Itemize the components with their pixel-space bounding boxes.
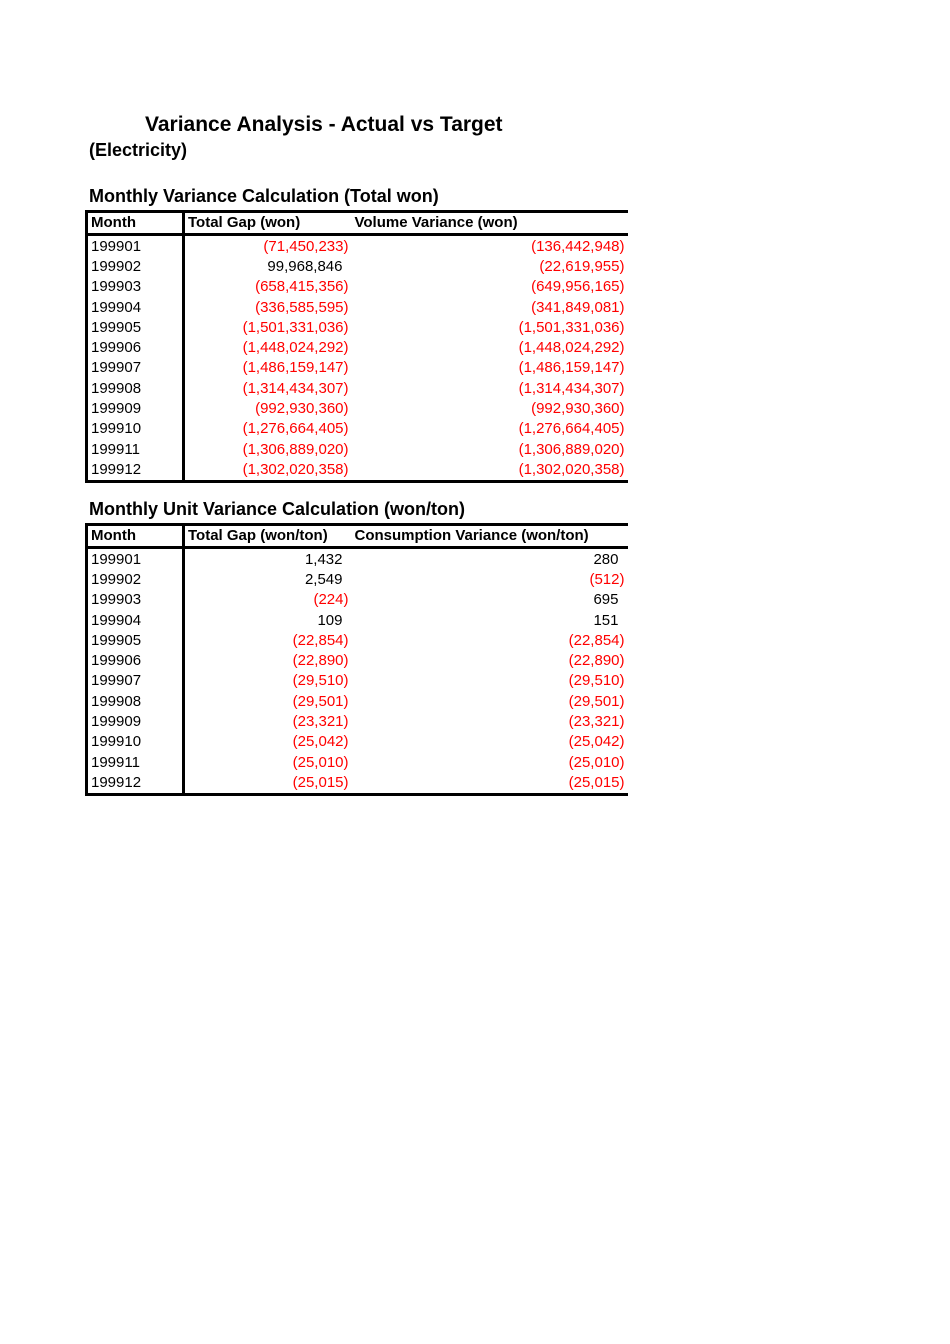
table-row — [87, 419, 628, 439]
total-gap-cell: (1,306,889,020) — [242, 440, 349, 458]
volume-variance-cell: (341,849,081) — [531, 298, 625, 316]
total-gap-cell: 99,968,846 — [267, 257, 343, 275]
total-gap-cell: (29,501) — [292, 692, 349, 710]
volume-variance-cell: (22,619,955) — [539, 257, 625, 275]
month-cell: 199905 — [87, 630, 184, 650]
table-header-row — [87, 212, 628, 235]
total-gap-cell: (25,042) — [292, 733, 349, 751]
consumption-variance-cell: (22,854) — [568, 631, 625, 649]
volume-variance-cell: (1,302,020,358) — [352, 459, 628, 481]
column-header-total-gap: Total Gap (won) — [184, 212, 352, 235]
month-cell: 199907 — [87, 358, 184, 378]
month-cell: 199905 — [87, 317, 184, 337]
variance-table-total — [85, 210, 628, 483]
table-row — [87, 590, 628, 610]
consumption-variance-cell: (23,321) — [568, 713, 625, 731]
table-row — [87, 691, 628, 711]
month-cell: 199901 — [87, 235, 184, 257]
total-gap-cell: (22,890) — [292, 652, 349, 670]
total-gap-cell: (224) — [313, 591, 349, 609]
total-gap-cell: (992,930,360) — [255, 400, 349, 418]
table-row — [87, 650, 628, 670]
consumption-variance-cell: (29,501) — [568, 692, 625, 710]
month-cell: 199910 — [87, 732, 184, 752]
table-header-row — [87, 525, 628, 548]
total-gap-cell: (1,486,159,147) — [242, 359, 349, 377]
total-gap-cell: 1,432 — [304, 550, 343, 568]
variance-table-unit — [85, 523, 628, 796]
consumption-variance-cell: (22,890) — [568, 652, 625, 670]
section-title-unit: Monthly Unit Variance Calculation (won/ton) — [89, 499, 466, 519]
consumption-variance-cell: 695 — [593, 591, 619, 609]
total-gap-cell: (25,010) — [292, 753, 349, 771]
table-row — [87, 548, 628, 570]
volume-variance-cell: (1,306,889,020) — [518, 440, 625, 458]
total-gap-cell: (1,314,434,307) — [242, 379, 349, 397]
total-gap-cell: 109 — [317, 611, 343, 629]
total-gap-cell: (1,501,331,036) — [242, 318, 349, 336]
volume-variance-cell: (1,276,664,405) — [518, 420, 625, 438]
table-row — [87, 630, 628, 650]
volume-variance-cell: (649,956,165) — [531, 278, 625, 296]
table-row — [87, 459, 628, 481]
table-row — [87, 752, 628, 772]
month-cell: 199910 — [87, 419, 184, 439]
table-row — [87, 772, 628, 794]
volume-variance-cell: (1,448,024,292) — [518, 339, 625, 357]
table-row — [87, 439, 628, 459]
volume-variance-cell: (992,930,360) — [531, 400, 625, 418]
month-cell: 199911 — [87, 752, 184, 772]
table-row — [87, 358, 628, 378]
consumption-variance-cell: (29,510) — [568, 672, 625, 690]
total-gap-cell: (1,302,020,358) — [184, 459, 352, 481]
month-cell: 199909 — [87, 711, 184, 731]
total-gap-cell: (336,585,595) — [255, 298, 349, 316]
month-cell: 199901 — [87, 548, 184, 570]
table-row — [87, 732, 628, 752]
column-header-month: Month — [87, 525, 184, 548]
table-row — [87, 610, 628, 630]
consumption-variance-cell: (512) — [589, 570, 625, 588]
consumption-variance-cell: 151 — [593, 611, 619, 629]
consumption-variance-cell: 280 — [593, 550, 619, 568]
column-header-consumption-variance: Consumption Variance (won/ton) — [352, 525, 628, 548]
table-row — [87, 378, 628, 398]
total-gap-cell: (29,510) — [292, 672, 349, 690]
table-row — [87, 317, 628, 337]
table-row — [87, 256, 628, 276]
month-cell: 199908 — [87, 691, 184, 711]
month-cell: 199904 — [87, 297, 184, 317]
consumption-variance-cell: (25,015) — [352, 772, 628, 794]
page-subtitle: (Electricity) — [89, 140, 188, 160]
table-row — [87, 297, 628, 317]
month-cell: 199903 — [87, 590, 184, 610]
month-cell: 199902 — [87, 569, 184, 589]
volume-variance-cell: (1,501,331,036) — [518, 318, 625, 336]
page-title: Variance Analysis - Actual vs Target — [145, 113, 503, 136]
section-title-total: Monthly Variance Calculation (Total won) — [89, 186, 439, 206]
total-gap-cell: (22,854) — [292, 631, 349, 649]
month-cell: 199906 — [87, 650, 184, 670]
total-gap-cell: (658,415,356) — [255, 278, 349, 296]
total-gap-cell: 2,549 — [304, 570, 343, 588]
consumption-variance-cell: (25,042) — [568, 733, 625, 751]
month-cell: 199907 — [87, 671, 184, 691]
table-row — [87, 277, 628, 297]
month-cell: 199906 — [87, 337, 184, 357]
total-gap-cell: (1,448,024,292) — [242, 339, 349, 357]
table-row — [87, 711, 628, 731]
table-row — [87, 235, 628, 257]
total-gap-cell: (25,015) — [184, 772, 352, 794]
month-cell: 199912 — [87, 459, 184, 481]
month-cell: 199912 — [87, 772, 184, 794]
table-row — [87, 337, 628, 357]
column-header-month: Month — [87, 212, 184, 235]
column-header-volume-variance: Volume Variance (won) — [352, 212, 628, 235]
table-row — [87, 671, 628, 691]
month-cell: 199911 — [87, 439, 184, 459]
month-cell: 199909 — [87, 398, 184, 418]
month-cell: 199908 — [87, 378, 184, 398]
month-cell: 199903 — [87, 277, 184, 297]
consumption-variance-cell: (25,010) — [568, 753, 625, 771]
table-row — [87, 398, 628, 418]
total-gap-cell: (1,276,664,405) — [242, 420, 349, 438]
volume-variance-cell: (1,314,434,307) — [518, 379, 625, 397]
month-cell: 199902 — [87, 256, 184, 276]
total-gap-cell: (23,321) — [292, 713, 349, 731]
month-cell: 199904 — [87, 610, 184, 630]
volume-variance-cell: (136,442,948) — [531, 237, 625, 255]
total-gap-cell: (71,450,233) — [263, 237, 349, 255]
volume-variance-cell: (1,486,159,147) — [518, 359, 625, 377]
column-header-total-gap: Total Gap (won/ton) — [184, 525, 352, 548]
table-row — [87, 569, 628, 589]
